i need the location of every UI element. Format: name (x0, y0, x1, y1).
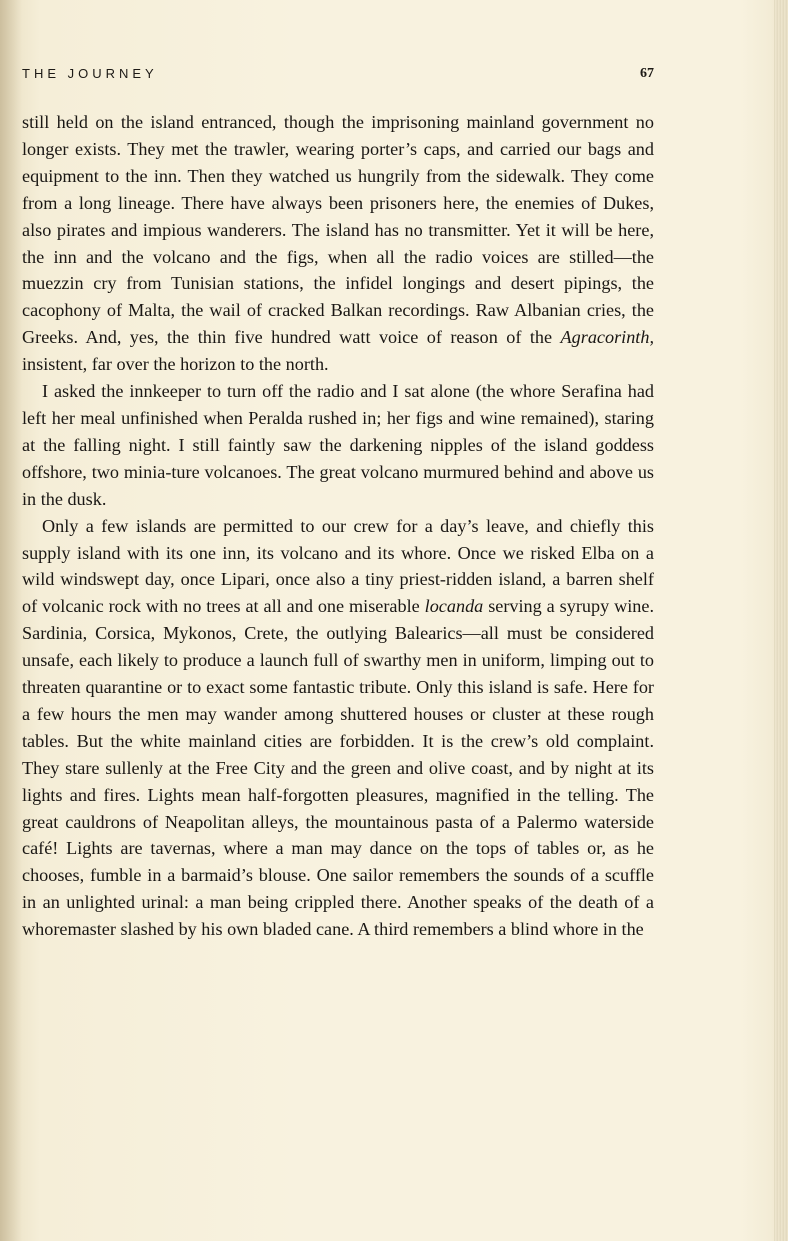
running-head (22, 66, 654, 86)
paragraph-3-text: Only a few islands are permitted to our crew for a day’s leave, and chiefly this supply island with its one inn, its volcano and its whore. Once we risked Elba on a wild windswept day, once Lipari, once also a tiny priest-ridden island, a barren shelf of volcanic rock with no trees at all and one miserable (22, 515, 654, 617)
paragraph-1-italic: Agracorinth, (560, 327, 654, 348)
body-text (22, 109, 654, 943)
paragraph-2-text: I asked the innkeeper to turn off the radio and I sat alone (the whore Serafina had left her meal unfinished when Peralda rushed in; her figs and wine remained), staring at the falling night. I still faintly saw the darkening nipples of the island goddess offshore, two minia-ture volcanoes. The great volcano murmured behind and above us in the dusk. (22, 381, 654, 509)
running-head-title: THE JOURNEY (22, 66, 158, 81)
paragraph-1-text: still held on the island entranced, though the imprisoning mainland government no longer exists. They met the trawler, wearing porter’s caps, and carried our bags and equipment to the inn. Then they watched us hungrily from the sidewalk. They come from a long lineage. There have always been prisoners here, the enemies of Dukes, also pirates and impious wanderers. The island has no transmitter. Yet it will be here, the inn and the volcano and the figs, when all the radio voices are stilled—the muezzin cry from Tunisian stations, the infidel longings and desert pipings, the cacophony of Malta, the wail of cracked Balkan recordings. Raw Albanian cries, the Greeks. And, yes, the thin five hundred watt voice of reason of the (22, 112, 654, 348)
paragraph-3-italic: locanda (424, 596, 484, 617)
paragraph-1 (22, 109, 654, 378)
paragraph-2 (22, 378, 654, 513)
page-edge (774, 0, 788, 1241)
paragraph-1-text-after: insistent, far over the horizon to the north. (22, 354, 329, 375)
gutter-shadow (0, 0, 22, 1241)
paragraph-3 (22, 513, 654, 944)
paragraph-3-text-after: serving a syrupy wine. Sardinia, Corsica, Mykonos, Crete, the outlying Balearics—all must be considered unsafe, each likely to produce a launch full of swarthy men in uniform, limping out to threaten quarantine or to exact some fantastic tribute. Only this island is safe. Here for a few hours the men may wander among shuttered houses or cluster at these rough tables. But the white mainland cities are forbidden. It is the crew’s old complaint. They stare sullenly at the Free City and the green and olive coast, and by night at its lights and fires. Lights mean half-forgotten pleasures, magnified in the telling. The great cauldrons of Neapolitan alleys, the mountainous pasta of a Palermo waterside café! Lights are tavernas, where a man may dance on the tops of tables or, as he chooses, fumble in a barmaid’s blouse. One sailor remembers the sounds of a scuffle in an unlighted urinal: a man being crippled there. Another speaks of the death of a whoremaster slashed by his own bladed cane. A third remembers a blind whore in the (22, 596, 654, 940)
page-number: 67 (640, 66, 654, 81)
